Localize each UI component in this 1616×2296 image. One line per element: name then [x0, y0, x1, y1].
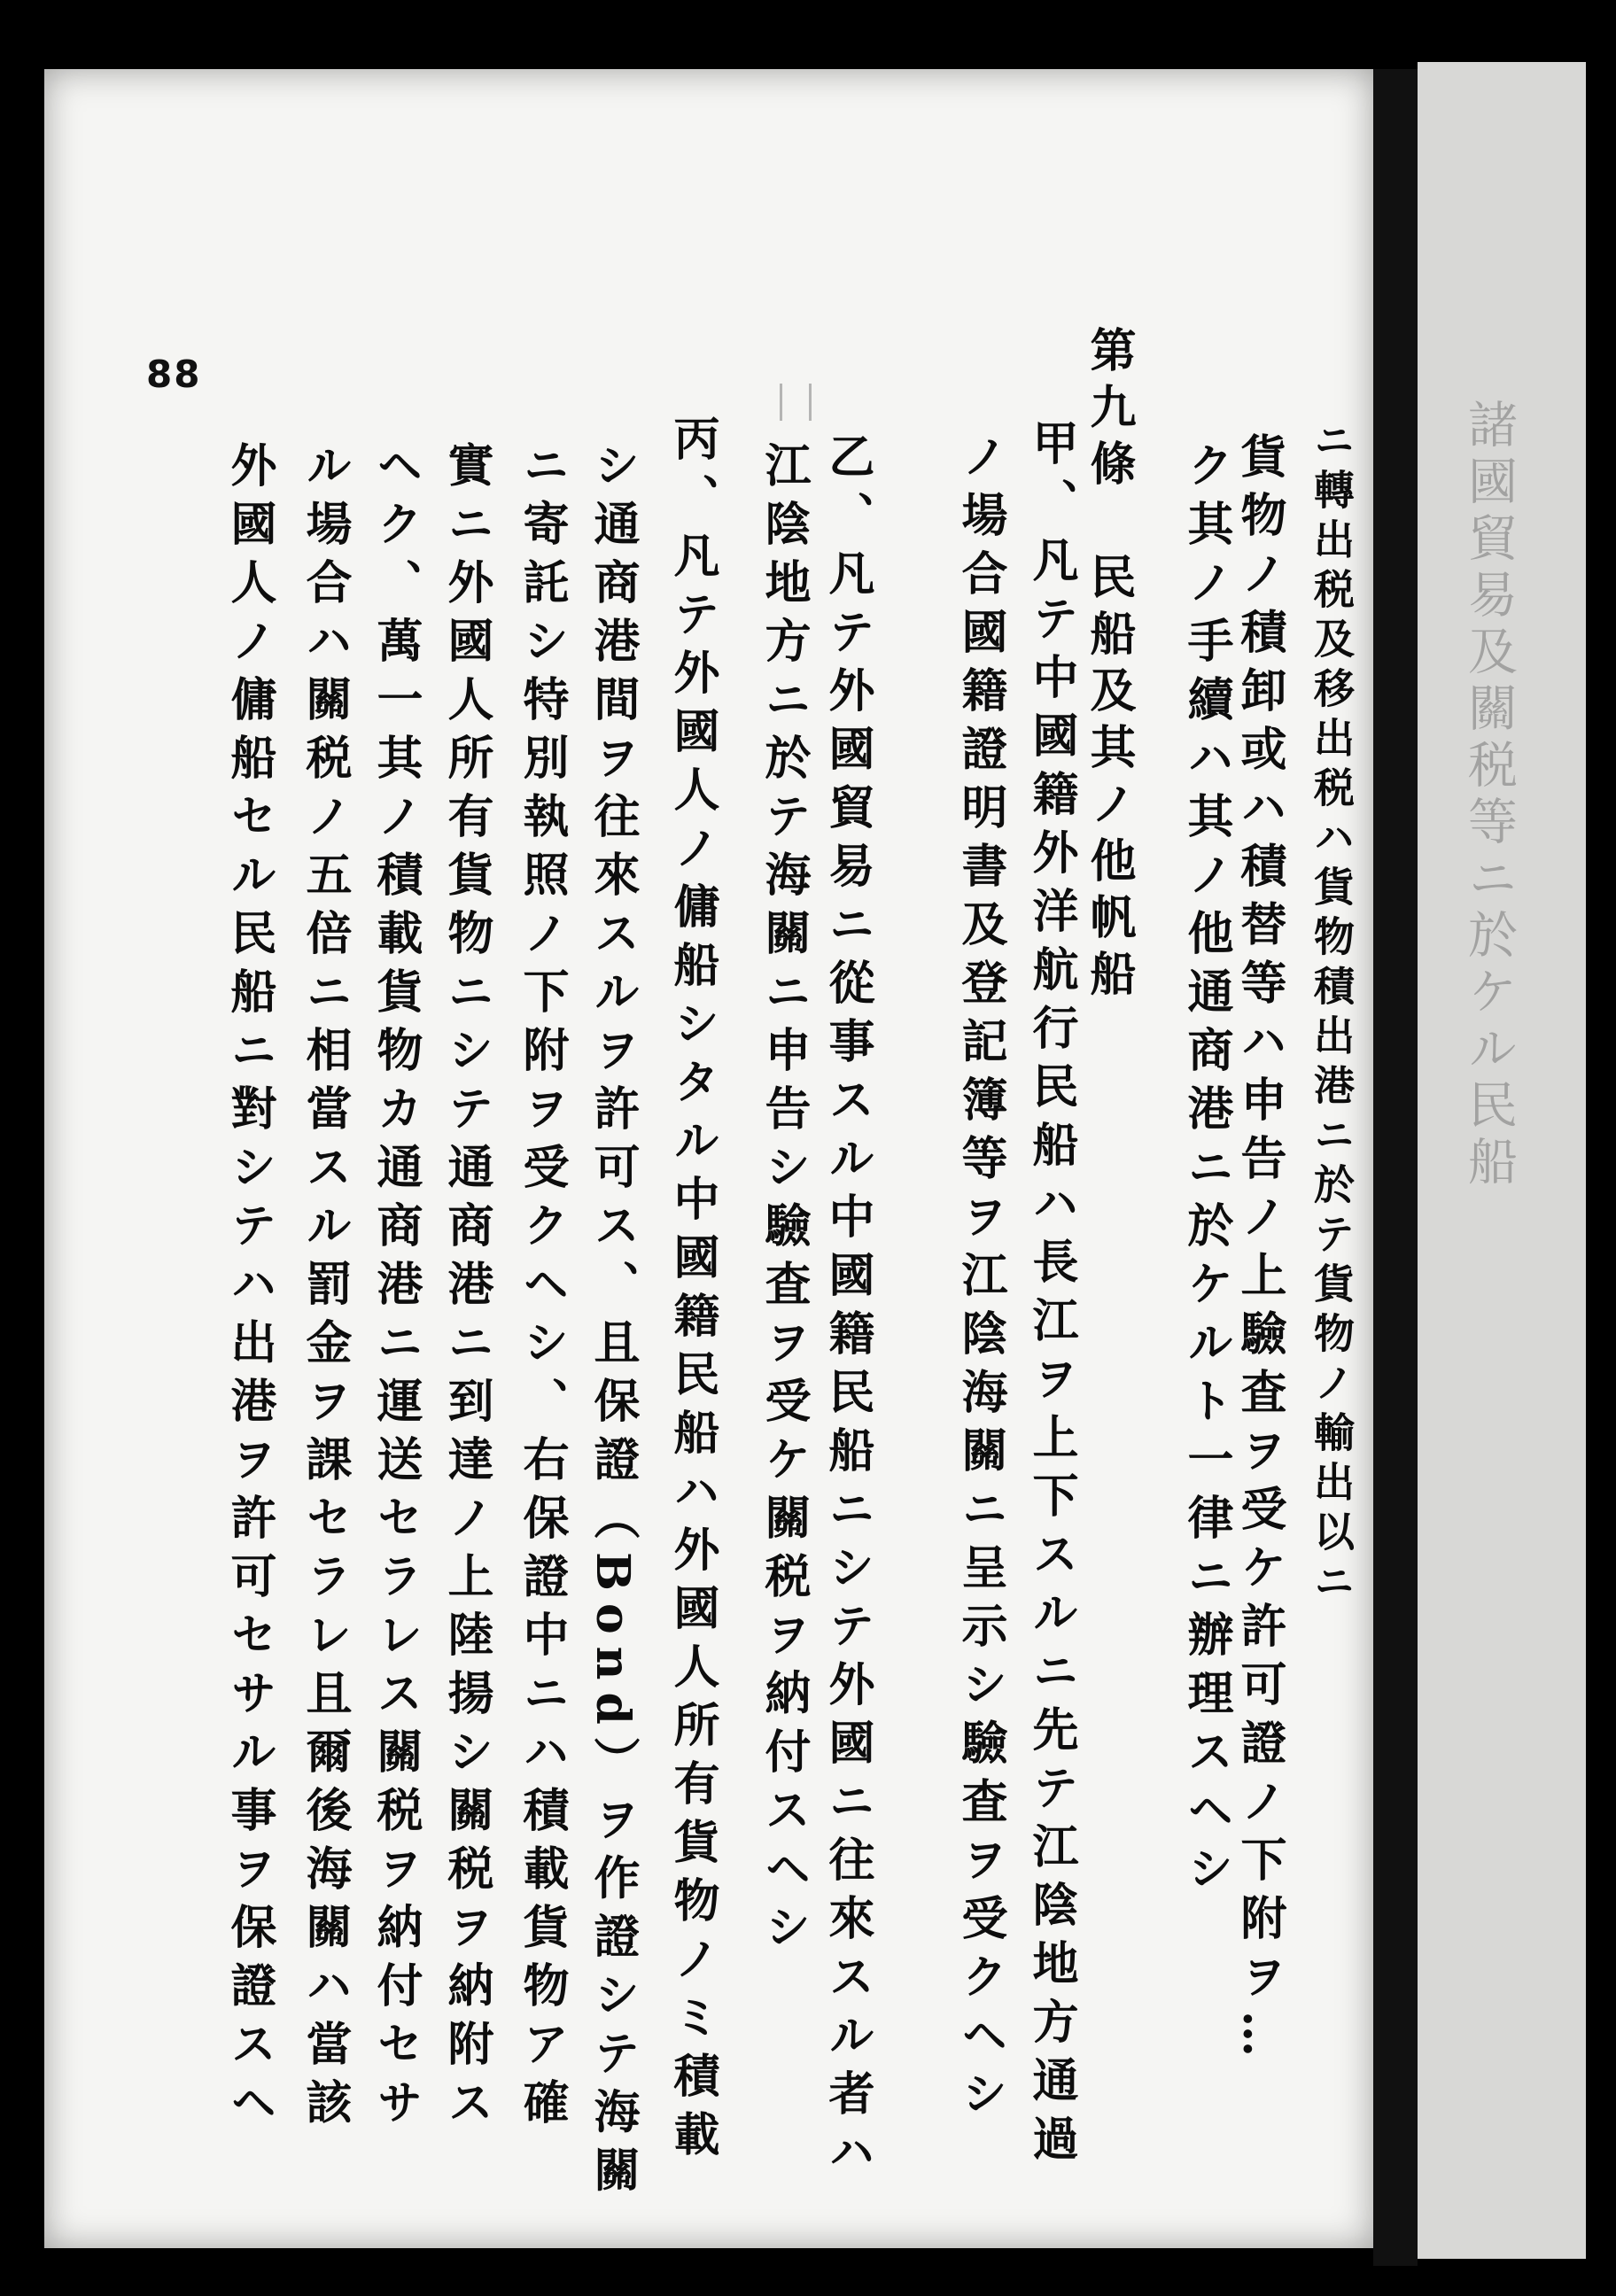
text-column: 江陰地方ニ於テ海關ニ申告シ驗査ヲ受ケ關税ヲ納付スヘシ	[757, 441, 811, 1961]
binding-gutter	[1373, 69, 1418, 2266]
text-column: ヘク、萬一其ノ積載貨物カ通商港ニ運送セラレス關税ヲ納付セサ	[369, 441, 423, 2137]
text-column: 丙、凡テ外國人ノ傭船シタル中國籍民船ハ外國人所有貨物ノミ積載	[665, 415, 719, 2168]
text-column: 外國人ノ傭船セル民船ニ對シテハ出港ヲ許可セサル事ヲ保證スヘ	[222, 441, 276, 2137]
scanned-page	[44, 69, 1373, 2248]
adjacent-page-edge	[1418, 62, 1586, 2259]
text-column: 乙、凡テ外國貿易ニ從事スル中國籍民船ニシテ外國ニ往來スル者ハ	[820, 432, 874, 2186]
binding-mark	[780, 384, 812, 421]
text-column: 甲、凡テ中國籍外洋航行民船ハ長江ヲ上下スルニ先テ江陰地方通過	[1024, 419, 1078, 2173]
page-number: 88	[146, 353, 202, 396]
text-column: ノ場合國籍證明書及登記簿等ヲ江陰海關ニ呈示シ驗査ヲ受クヘシ	[953, 432, 1007, 2128]
text-column: シ通商港間ヲ往來スルヲ許可ス、且保證（Bond）ヲ作證シテ海關	[586, 441, 640, 2205]
article-heading: 第九條 民船及其ノ他帆船	[1082, 326, 1136, 1006]
text-column: 實ニ外國人所有貨物ニシテ通商港ニ到達ノ上陸揚シ關税ヲ納附ス	[439, 441, 493, 2137]
text-column: ル場合ハ關税ノ五倍ニ相當スル罰金ヲ課セラレ且爾後海關ハ當該	[298, 441, 352, 2137]
text-column: ニ轉出税及移出税ハ貨物積出港ニ於テ貨物ノ輸出以ニ	[1308, 419, 1356, 1610]
text-column: 貨物ノ積卸或ハ積替等ハ申告ノ上驗査ヲ受ケ許可證ノ下附ヲ…	[1232, 432, 1286, 2069]
text-column: ク其ノ手續ハ其ノ他通商港ニ於ケルト一律ニ辦理スヘシ	[1179, 441, 1233, 1903]
adjacent-page-text: 諸國貿易及關税等ニ於ケル民船	[1460, 399, 1518, 1192]
text-column: ニ寄託シ特別執照ノ下附ヲ受クヘシ、右保證中ニハ積載貨物ア確	[515, 441, 569, 2137]
